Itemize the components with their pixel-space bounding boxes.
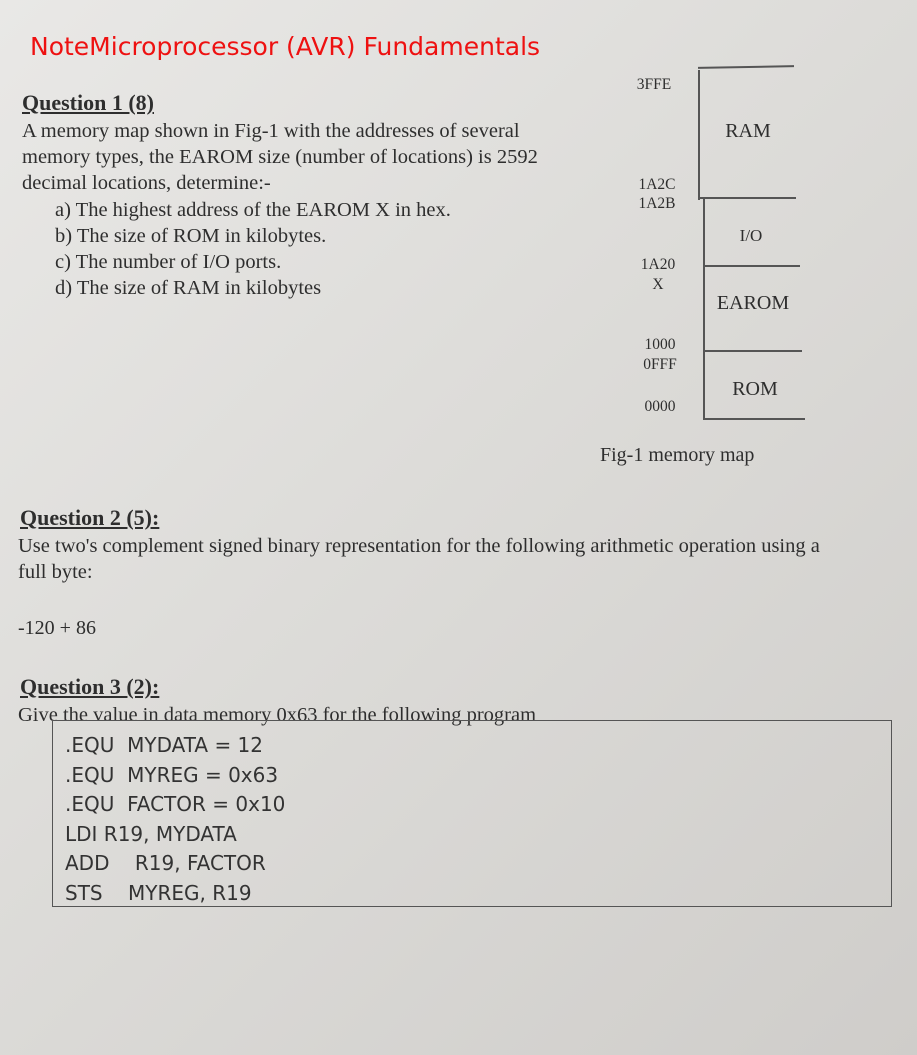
address-label: 1000	[644, 336, 676, 353]
address-label: 0000	[644, 398, 676, 415]
question1-heading: Question 1 (8)	[22, 90, 154, 115]
address-label: 1A2C	[638, 176, 676, 193]
question1-part-c: c) The number of I/O ports.	[55, 251, 282, 273]
memory-map-divider	[698, 197, 796, 199]
page-title: NoteMicroprocessor (AVR) Fundamentals	[30, 32, 541, 61]
address-label: 1A2B	[638, 195, 676, 212]
address-label: 1A20	[640, 256, 676, 273]
region-io: I/O	[739, 226, 763, 245]
code-line: ADD R19, FACTOR	[65, 851, 266, 875]
question3-text: Give the value in data memory 0x63 for the following program	[18, 704, 537, 726]
memory-map-divider	[703, 265, 800, 267]
memory-map	[0, 0, 917, 480]
region-earom: EAROM	[716, 292, 790, 314]
question1-part-d: d) The size of RAM in kilobytes	[55, 277, 322, 299]
address-label: 3FFE	[636, 76, 672, 93]
figure-caption: Fig-1 memory map	[600, 444, 755, 466]
region-ram: RAM	[725, 120, 771, 142]
question2-text: Use two's complement signed binary representation for the following arithmetic operation using a full byte:	[18, 535, 820, 583]
code-line: STS MYREG, R19	[65, 881, 252, 905]
question3-heading: Question 3 (2):	[20, 674, 160, 699]
memory-map-divider	[703, 350, 802, 352]
question1-part-a: a) The highest address of the EAROM X in hex.	[55, 199, 451, 221]
code-box	[52, 720, 892, 907]
question1-text: A memory map shown in Fig-1 with the addresses of several memory types, the EAROM size (number of locations) is 2592 decimal locations, determine:-	[22, 120, 538, 194]
question2-expression: -120 + 86	[18, 617, 96, 639]
memory-map-bottom-border	[703, 418, 805, 420]
address-label: 0FFF	[643, 356, 677, 373]
question2-heading: Question 2 (5):	[20, 505, 160, 530]
code-line: .EQU MYDATA = 12	[65, 733, 264, 757]
memory-map-top-border	[698, 65, 794, 68]
address-label: X	[652, 276, 664, 293]
question1-part-b: b) The size of ROM in kilobytes.	[55, 225, 327, 247]
code-line: LDI R19, MYDATA	[65, 822, 237, 846]
code-line: .EQU MYREG = 0x63	[65, 763, 279, 787]
code-line: .EQU FACTOR = 0x10	[65, 792, 286, 816]
region-rom: ROM	[732, 378, 778, 400]
